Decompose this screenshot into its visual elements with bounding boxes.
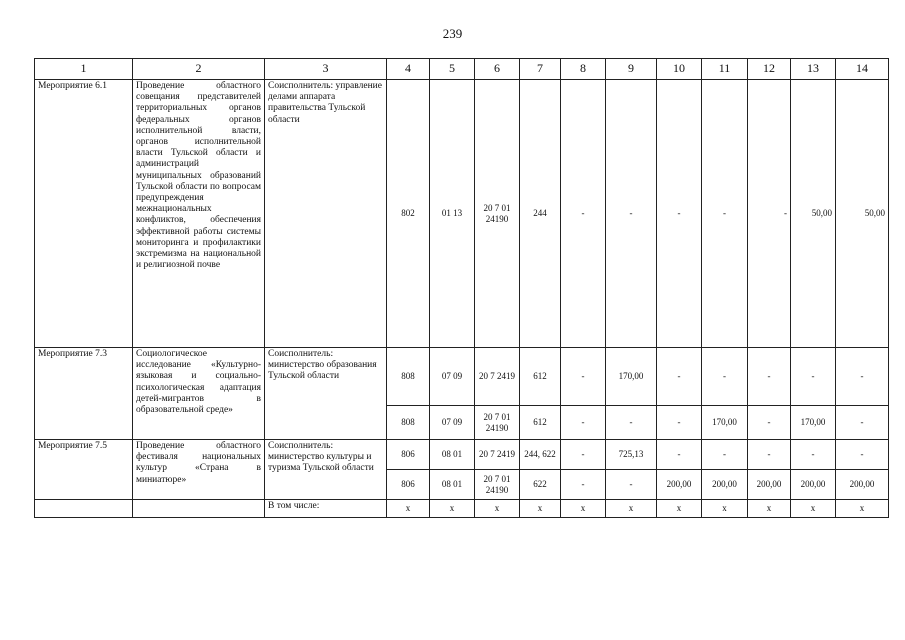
value-cell: 01 13 — [430, 80, 475, 348]
value-cell: - — [606, 80, 657, 348]
value-cell: х — [520, 500, 561, 518]
header-cell: 8 — [561, 59, 606, 80]
value-cell: - — [657, 348, 702, 406]
header-cell: 13 — [791, 59, 836, 80]
value-cell: 200,00 — [836, 470, 889, 500]
description-cell: Проведение областного совещания представителей территориальных органов федеральных органов исполнительной власти, органов исполнительной власти Тульской области и администраций муниципальных образований Тульской области по вопросам предупреждения межнациональных конфликтов, обеспечения эффективной работы системы мониторинга и профилактики экстремизма на национальной и религиозной почве — [133, 80, 265, 348]
value-cell: 20 7 01 24190 — [475, 80, 520, 348]
value-cell: 08 01 — [430, 440, 475, 470]
event-cell: Мероприятие 7.3 — [35, 348, 133, 440]
header-cell: 7 — [520, 59, 561, 80]
value-cell: 806 — [387, 440, 430, 470]
header-cell: 10 — [657, 59, 702, 80]
value-cell: 244, 622 — [520, 440, 561, 470]
value-cell: 20 7 2419 — [475, 440, 520, 470]
description-cell: Проведение областного фестиваля национальных культур «Страна в миниатюре» — [133, 440, 265, 500]
description-cell: Социологическое исследование «Культурно-языковая и социально-психологическая адаптация детей-мигрантов в образовательной среде» — [133, 348, 265, 440]
value-cell: - — [702, 80, 748, 348]
value-cell: 802 — [387, 80, 430, 348]
value-cell: - — [606, 470, 657, 500]
table-row — [35, 500, 889, 518]
value-cell: - — [561, 406, 606, 440]
value-cell: - — [702, 440, 748, 470]
empty-cell — [133, 500, 265, 518]
value-cell: - — [561, 470, 606, 500]
header-cell: 4 — [387, 59, 430, 80]
value-cell: - — [657, 440, 702, 470]
header-cell: 3 — [265, 59, 387, 80]
value-cell: 200,00 — [791, 470, 836, 500]
value-cell: - — [748, 406, 791, 440]
executor-cell: Соисполнитель: министерство культуры и туризма Тульской области — [265, 440, 387, 500]
page-number: 239 — [442, 26, 463, 41]
value-cell: 50,00 — [791, 80, 836, 348]
value-cell: - — [561, 348, 606, 406]
value-cell: 07 09 — [430, 348, 475, 406]
empty-cell — [35, 500, 133, 518]
value-cell: - — [657, 80, 702, 348]
value-cell: - — [561, 440, 606, 470]
value-cell: - — [702, 348, 748, 406]
value-cell: - — [836, 406, 889, 440]
subtotal-label: В том числе: — [265, 500, 387, 518]
value-cell: - — [748, 440, 791, 470]
value-cell: 612 — [520, 406, 561, 440]
header-row — [35, 59, 889, 80]
header-cell: 1 — [35, 59, 133, 80]
value-cell: - — [836, 440, 889, 470]
header-cell: 2 — [133, 59, 265, 80]
value-cell: 200,00 — [657, 470, 702, 500]
value-cell: х — [748, 500, 791, 518]
value-cell: 612 — [520, 348, 561, 406]
value-cell: 50,00 — [836, 80, 889, 348]
value-cell: 808 — [387, 406, 430, 440]
value-cell: 08 01 — [430, 470, 475, 500]
value-cell: х — [387, 500, 430, 518]
value-cell: - — [791, 348, 836, 406]
table-row — [35, 348, 889, 406]
value-cell: х — [657, 500, 702, 518]
header-cell: 11 — [702, 59, 748, 80]
value-cell: 244 — [520, 80, 561, 348]
value-cell: 20 7 01 24190 — [475, 470, 520, 500]
value-cell: х — [836, 500, 889, 518]
value-cell: х — [702, 500, 748, 518]
value-cell: 200,00 — [702, 470, 748, 500]
value-cell: х — [561, 500, 606, 518]
value-cell: 20 7 01 24190 — [475, 406, 520, 440]
executor-cell: Соисполнитель: министерство образования Тульской области — [265, 348, 387, 440]
value-cell: - — [748, 80, 791, 348]
header-cell: 14 — [836, 59, 889, 80]
value-cell: - — [606, 406, 657, 440]
table-row — [35, 80, 889, 348]
value-cell: - — [836, 348, 889, 406]
header-cell: 6 — [475, 59, 520, 80]
value-cell: 170,00 — [606, 348, 657, 406]
header-cell: 12 — [748, 59, 791, 80]
value-cell: - — [791, 440, 836, 470]
value-cell: х — [475, 500, 520, 518]
value-cell: - — [561, 80, 606, 348]
value-cell: - — [748, 348, 791, 406]
header-cell: 9 — [606, 59, 657, 80]
value-cell: 725,13 — [606, 440, 657, 470]
value-cell: 07 09 — [430, 406, 475, 440]
value-cell: 200,00 — [748, 470, 791, 500]
executor-cell: Соисполнитель: управление делами аппарата правительства Тульской области — [265, 80, 387, 348]
budget-table — [34, 58, 889, 518]
value-cell: 808 — [387, 348, 430, 406]
value-cell: 20 7 2419 — [475, 348, 520, 406]
value-cell: х — [791, 500, 836, 518]
event-cell: Мероприятие 7.5 — [35, 440, 133, 500]
value-cell: 170,00 — [791, 406, 836, 440]
value-cell: х — [606, 500, 657, 518]
value-cell: 806 — [387, 470, 430, 500]
value-cell: х — [430, 500, 475, 518]
value-cell: - — [657, 406, 702, 440]
value-cell: 622 — [520, 470, 561, 500]
value-cell: 170,00 — [702, 406, 748, 440]
event-cell: Мероприятие 6.1 — [35, 80, 133, 348]
header-cell: 5 — [430, 59, 475, 80]
table-row — [35, 440, 889, 470]
